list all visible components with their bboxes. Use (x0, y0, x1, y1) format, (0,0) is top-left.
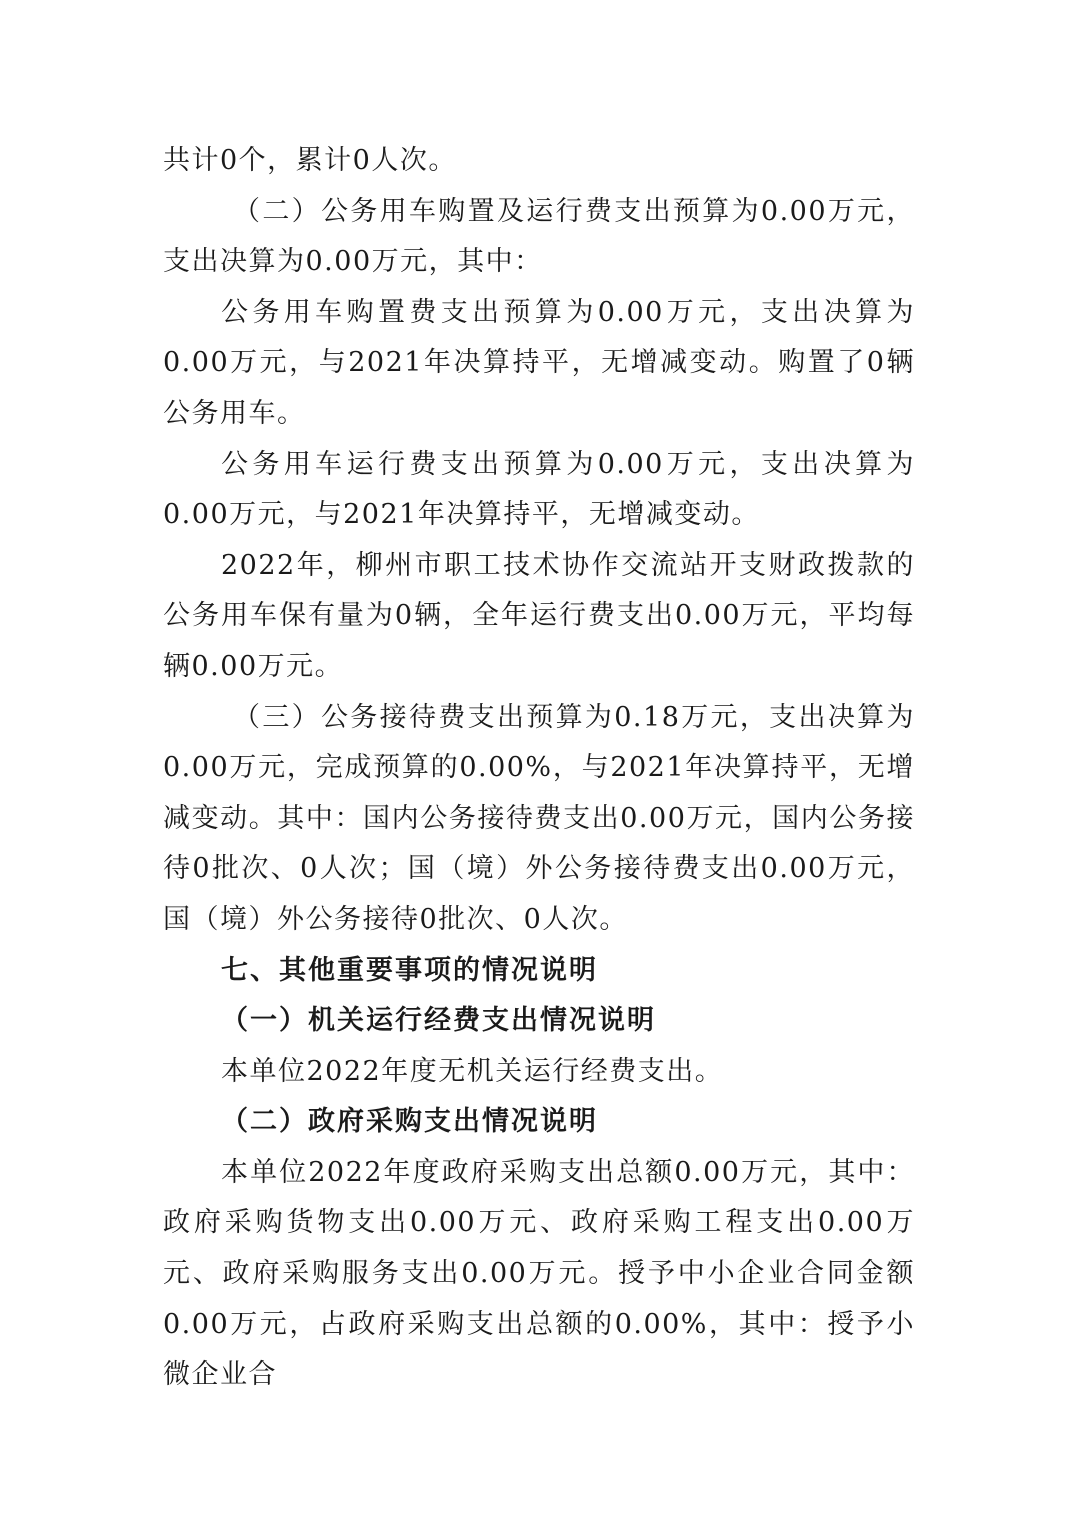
subsection-heading-operating-expenses: （一）机关运行经费支出情况说明 (221, 1005, 656, 1037)
paragraph-operating-expenses: 本单位2022年度无机关运行经费支出。 (221, 1055, 724, 1087)
paragraph-vehicle-purchase: 公务用车购置费支出预算为0.00万元，支出决算为0.00万元，与2021年决算持平，无增减变动。购置了0辆公务用车。 (163, 296, 915, 429)
paragraph-reception-expenses: （三）公务接待费支出预算为0.18万元，支出决算为0.00万元，完成预算的0.00%，与2021年决算持平，无增减变动。其中：国内公务接待费支出0.00万元，国内公务接待0批次、0人次；国（境）外公务接待费支出0.00万元，国（境）外公务接待0批次、0人次。 (163, 701, 915, 935)
paragraph-trips-total: 共计0个，累计0人次。 (163, 145, 457, 176)
document-body (163, 136, 915, 1401)
subsection-heading-procurement: （二）政府采购支出情况说明 (221, 1106, 598, 1138)
paragraph-vehicle-holdings: 2022年，柳州市职工技术协作交流站开支财政拨款的公务用车保有量为0辆，全年运行费支出0.00万元，平均每辆0.00万元。 (163, 549, 915, 682)
paragraph-vehicle-purchase-operation-heading: （二）公务用车购置及运行费支出预算为0.00万元，支出决算为0.00万元，其中： (163, 195, 915, 278)
section-heading-other-matters: 七、其他重要事项的情况说明 (221, 954, 598, 986)
paragraph-vehicle-operation: 公务用车运行费支出预算为0.00万元，支出决算为0.00万元，与2021年决算持平，无增减变动。 (163, 448, 915, 531)
paragraph-procurement: 本单位2022年度政府采购支出总额0.00万元，其中：政府采购货物支出0.00万元、政府采购工程支出0.00万元、政府采购服务支出0.00万元。授予中小企业合同金额0.00万元，占政府采购支出总额的0.00%，其中：授予小微企业合 (163, 1156, 915, 1391)
